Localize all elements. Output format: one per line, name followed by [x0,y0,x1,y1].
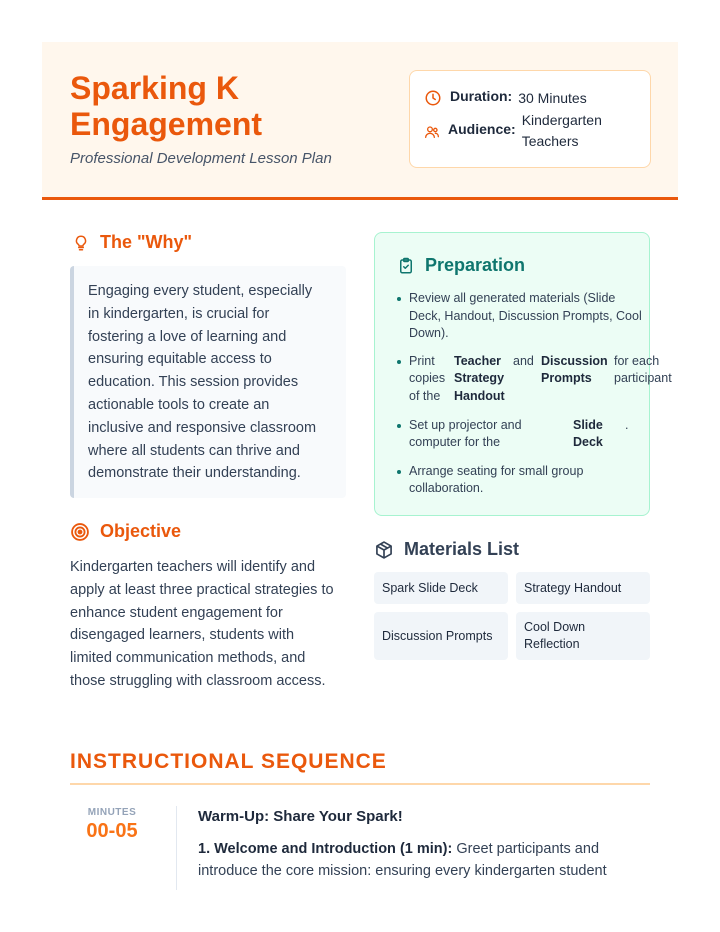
users-icon [424,124,440,140]
audience-row [424,110,602,152]
minutes-value: 00-05 [86,820,138,842]
why-heading: The "Why" [72,232,192,253]
timeline-divider [176,806,177,890]
sequence-heading: INSTRUCTIONAL SEQUENCE [70,750,387,773]
header-banner [42,42,678,200]
material-item: Cool Down Reflection [516,612,650,660]
step-text: 1. Welcome and Introduction (1 min): Greet participants and introduce the core mission: ensuring every kindergarten student [198,841,607,879]
step-title: Warm-Up: Share Your Spark! [198,808,403,825]
objective-text: Kindergarten teachers will identify and apply at least three practical strategies to enhance student engagement for disengaged learners, students with limited communication methods, and those struggling with classroom access. [70,559,334,689]
page-title: Sparking K Engagement [70,70,263,142]
meta-card [409,70,651,168]
page-subtitle: Professional Development Lesson Plan [70,150,332,167]
preparation-card [374,232,672,516]
preparation-list [397,290,672,508]
list-item: Print copies of the Teacher Strategy Handout and Discussion Prompts for each participant [397,353,647,407]
objective-heading: Objective [70,521,181,542]
lightbulb-icon [72,233,90,253]
minutes-label: MINUTES [87,807,137,818]
duration-value: 30 Minutes [518,90,587,106]
package-icon [374,540,394,560]
audience-label: Audience: [448,121,516,137]
divider [70,783,650,785]
materials-heading: Materials List [374,539,519,560]
list-item: Review all generated materials (Slide Deck, Handout, Discussion Prompts, Cool Down). [397,290,647,343]
why-callout: Engaging every student, especially in kindergarten, is crucial for fostering a love of learning and ensuring equitable access to education. This session provides actionable tools to create an inclusive and responsive classroom where all students can thrive and demonstrate their understanding. [70,266,346,498]
material-item: Spark Slide Deck [374,572,508,604]
duration-row [424,88,587,108]
duration-label: Duration: [450,88,513,104]
preparation-heading: Preparation [397,255,525,276]
clipboard-check-icon [397,256,415,276]
material-item: Discussion Prompts [374,612,508,660]
target-icon [70,522,90,542]
clock-icon [424,89,442,107]
list-item: Set up projector and computer for the Slide Deck . [397,417,647,453]
material-item: Strategy Handout [516,572,650,604]
audience-value: Kindergarten Teachers [521,112,602,149]
list-item: Arrange seating for small group collaboration. [397,463,647,498]
